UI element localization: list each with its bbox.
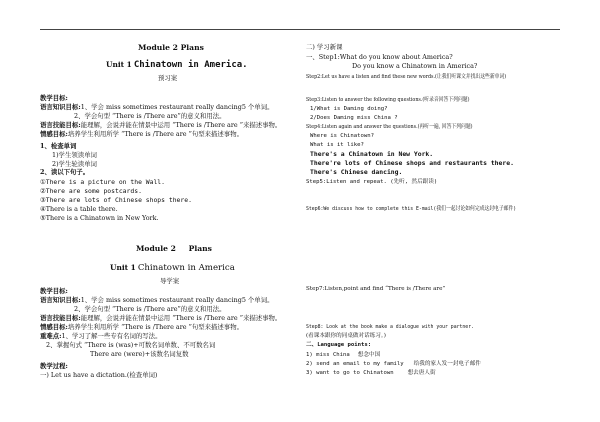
section1-goal-lang-2: 2、学会句型 “There is /There are”的意义和用法。 (74, 112, 226, 120)
section1-unit (106, 61, 248, 69)
sentence-4: ④There is a table there. (40, 205, 118, 213)
goal2-skill-label: 语言技能目标: (40, 314, 81, 322)
step8 (306, 323, 501, 331)
section2-unit-name: Chinatown in America (137, 263, 235, 273)
section1-goals-heading: 教学目标: (40, 94, 68, 102)
section2-title-a: Module 2 (136, 244, 176, 253)
section1-unit-name: Chinatown in America. (133, 60, 248, 70)
sentence-2: ②There are some postcards. (40, 187, 142, 195)
step6-text: Step6:We discuss how to complete this E-mail(我们一起讨论如何完成这封电子邮件) (306, 206, 517, 212)
section2-unit (110, 264, 235, 272)
step1-b: Do you know a Chinatown in America? (352, 62, 478, 70)
goal-skill-text: 能理解，会说并能在情景中运用 “There is /There are ”来描述事物。 (80, 121, 282, 129)
goal-emotion-label: 情感目标: (40, 130, 68, 138)
goal2-emotion-text: 培养学生利用所学 “There is /There are ”句型来描述事物。 (67, 323, 243, 331)
process-heading: 教学过程: (40, 362, 68, 370)
read-sentences-heading: 2、读以下句子。 (40, 168, 90, 176)
lp-1-cn: 想念中国 (357, 352, 381, 358)
section1-goal-lang (40, 103, 273, 111)
section1-goal-skill (40, 121, 281, 129)
question-4: What is it like? (310, 142, 364, 148)
section2-goal-skill (40, 314, 281, 322)
section1-title: Module 2 Plans (138, 43, 204, 52)
step7: Step7:Listen,point and find “There is /There are” (306, 286, 446, 292)
step3-text: Step3:Listen to answer the following questions.(听录音回答下列问题) (306, 97, 470, 103)
step8-note: (看课本跟你的同桌做对话练习。) (306, 333, 386, 339)
answer-3: There's Chinese dancing. (310, 168, 403, 176)
step6 (306, 205, 550, 213)
goal2-lang-1: 1、学会 miss sometimes restaurant really dancing5 个单词。 (80, 296, 274, 304)
section2-unit-prefix: Unit 1 (110, 263, 136, 272)
key-text: 1、学习了解一些专有名词的写法。 (61, 332, 162, 340)
goal2-emotion-label: 情感目标: (40, 323, 68, 331)
step3 (306, 96, 496, 104)
lp-3 (306, 369, 436, 377)
goal-skill-label: 语言技能目标: (40, 121, 81, 129)
lp-2-cn: 给我的家人发一封电子邮件 (413, 361, 481, 367)
sentence-1: ①There is a picture on the Wall. (40, 178, 166, 186)
check-item-2: 2)学生轮读单词 (52, 160, 97, 168)
header-rule (40, 29, 560, 30)
answer-2: There're lots of Chinese shops and restaurants there. (310, 159, 514, 167)
section2-goals-heading: 教学目标: (40, 287, 68, 295)
lp-2 (306, 360, 481, 368)
question-1: 1/What is Daming doing? (310, 106, 388, 112)
step8-text: Step8: Look at the book make a dialogue with your partner. (306, 324, 474, 330)
step2 (306, 73, 539, 81)
section2-key (40, 332, 161, 340)
lp-3-en: 3) want to go to Chinatown (306, 370, 394, 376)
goal-lang-label: 语言知识目标: (40, 103, 81, 111)
section2-title (136, 245, 212, 253)
section1-unit-prefix: Unit 1 (106, 60, 132, 69)
sentence-5: ⑤There is a Chinatown in New York. (40, 214, 159, 222)
answer-1: There's a Chinatown in New York. (310, 150, 434, 158)
step1: 一、Step1:What do you know about America? (306, 53, 453, 61)
section2-key-3: There are (were)+该数名词复数 (90, 350, 189, 358)
section1-plan-type: 预习案 (158, 74, 178, 82)
section2-goal-lang (40, 296, 273, 304)
new-lesson-heading: 二) 学习新课 (306, 43, 343, 51)
section1-goal-emotion (40, 130, 243, 138)
key-label: 重难点: (40, 332, 62, 340)
question-2: 2/Does Daming miss China ? (310, 115, 398, 121)
check-words-heading: 1、检查单词 (40, 142, 77, 150)
sentence-3: ③There are lots of Chinese shops there. (40, 196, 192, 204)
lp-3-cn: 想去唐人街 (407, 370, 436, 376)
step4 (306, 123, 500, 131)
question-3: Where is Chinatown? (310, 133, 374, 139)
step2-text: Step2:Let us have a listen and find these new words.(让我们听课文并找出这些新单词) (306, 74, 507, 80)
lp-1 (306, 351, 380, 359)
lp-2-en: 2) send an email to my family (306, 361, 404, 367)
goal-lang-1: 1、学会 miss sometimes restaurant really dancing5 个单词。 (80, 103, 274, 111)
section2-key-2: 2、掌握句式 “There is (was)+可数名词单数、不可数名词 (46, 341, 216, 349)
section2-title-b: Plans (188, 244, 212, 253)
step5: Step5:Listen and repeat. (先听, 然后跟读) (306, 179, 438, 185)
language-points-heading: 二、Language points: (306, 342, 372, 348)
step4-text: Step4:Listen again and answer the questions.(再听一遍, 回答下列问题) (306, 124, 473, 130)
goal-emotion-text: 培养学生利用所学 “There is /There are ”句型来描述事物。 (67, 130, 243, 138)
goal2-lang-label: 语言知识目标: (40, 296, 81, 304)
section2-plan-type: 导学案 (160, 277, 180, 285)
section2-goal-emotion (40, 323, 243, 331)
goal2-skill-text: 能理解，会说并能在情景中运用 “There is /There are ”来描述事物。 (80, 314, 282, 322)
check-item-1: 1)学生领读单词 (52, 151, 97, 159)
process-item-1: 一) Let us have a dictation.(检查单词) (40, 371, 158, 379)
section2-goal-lang-2: 2、学会句型 “There is /There are”的意义和用法。 (74, 305, 226, 313)
lp-1-en: 1) miss China (306, 352, 350, 358)
